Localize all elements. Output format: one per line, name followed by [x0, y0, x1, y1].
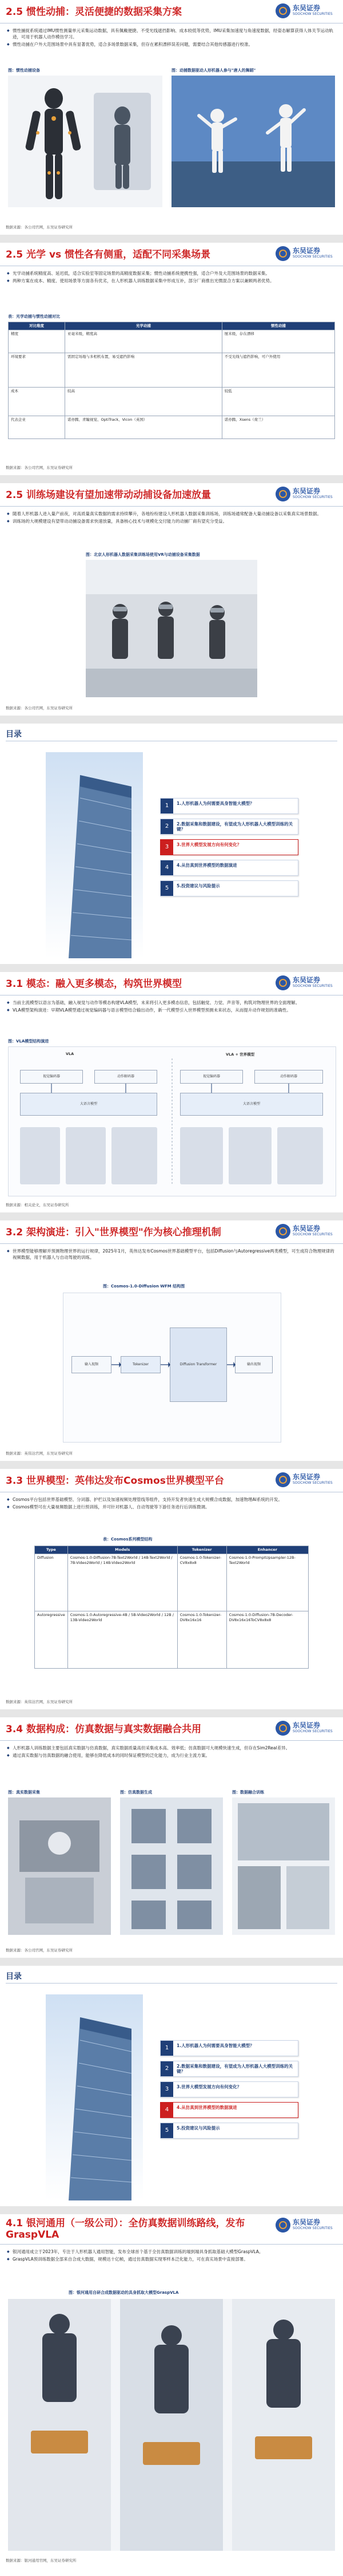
toc-item-number: 4	[161, 860, 173, 875]
slide-separator	[0, 1212, 343, 1220]
table-header-cell: Enhancer	[226, 1546, 308, 1554]
slide-separator	[0, 1461, 343, 1469]
building-svg	[46, 752, 143, 958]
diagram-label-v1: VLA	[66, 1052, 74, 1056]
slide-title: 3.2 架构演进：引入"世界模型"作为核心推理机制	[6, 1227, 221, 1238]
table-cell: 环境要求	[9, 353, 65, 388]
toc-item[interactable]	[160, 819, 298, 835]
table-cell: 亚毫米级，精度高	[65, 330, 222, 353]
table-caption: 表：光学动捕与惯性动捕对比	[8, 314, 60, 319]
slide-world-model	[0, 1220, 343, 1461]
slide-separator	[0, 475, 343, 483]
slide-header	[0, 1220, 343, 1244]
brand-en: SOOCHOW SECURITIES	[293, 984, 333, 988]
fusion-image	[232, 1797, 335, 1935]
diagram-box-llm: 大语言模型	[20, 1093, 157, 1116]
table-cell: Cosmos-1.0-Tokenizer-CV8x8x8	[177, 1554, 226, 1611]
source-note: 数据来源：各公司官网，东吴证券研究所	[6, 225, 73, 230]
table-row	[35, 1611, 309, 1669]
building-image	[46, 752, 143, 958]
toc-item-active[interactable]	[160, 2102, 298, 2118]
table-header-row	[9, 322, 335, 330]
bullet-list	[7, 1496, 336, 1511]
table-caption: 表：Cosmos系列模型结构	[103, 1537, 153, 1542]
toc-item[interactable]	[160, 880, 298, 896]
table-header-cell: 对比维度	[9, 322, 65, 330]
slide-header	[0, 0, 343, 23]
brand-mark-icon	[276, 487, 290, 501]
slide-title: 3.3 世界模型：英伟达发布Cosmos世界模型平台	[6, 1475, 224, 1487]
table-header-cell: Tokenizer	[177, 1546, 226, 1554]
toc-item-number: 2	[161, 2061, 173, 2076]
slide-optical-vs-inertial	[0, 243, 343, 475]
brand-logo	[276, 1471, 338, 1488]
figure-caption: 图：仿真数据生成	[120, 1790, 152, 1795]
diagram-box-encoder: 视觉编码器	[180, 1070, 243, 1084]
table-cell: Cosmos-1.0-Diffusion-7B-Decoder-DV8x16x16ToCV8x8x8	[226, 1611, 308, 1669]
figure-inertial-suit	[8, 76, 162, 207]
bullet-list	[7, 511, 336, 526]
slide-title: 3.4 数据构成：仿真数据与真实数据融合共用	[6, 1724, 202, 1735]
toc-item-text: 4.从仿真到世界模型的数据演进	[177, 2105, 237, 2110]
toc-item-text: 3.世界大模型发展方向有何变化？	[177, 842, 242, 847]
brand-mark-icon	[276, 1721, 290, 1736]
table-header-cell: Type	[35, 1546, 68, 1554]
source-note: 数据来源：各公司官网，东吴证券研究所	[6, 465, 73, 470]
slide-title: 2.5 训练场建设有望加速带动动捕设备加速放量	[6, 489, 212, 501]
table-cell: 较低	[222, 388, 334, 416]
brand-mark-icon	[276, 2218, 290, 2233]
bullet: ◆ 惯性动捕在户外大范围场景中具有显著优势，适合多场景数据采集，但存在累积漂移误差问题，需要结合其他传感器进行校准。	[7, 41, 336, 48]
slide-separator	[0, 235, 343, 243]
toc-item[interactable]	[160, 860, 298, 876]
diagram-arrows	[63, 1293, 281, 1442]
brand-logo	[276, 245, 338, 262]
slide-cosmos-platform	[0, 1469, 343, 1709]
table-cell: Cosmos-1.0-Tokenizer-DV8x16x16	[177, 1611, 226, 1669]
toc-item-text: 2.数据采集和数据建设，有望成为人形机器人大模型训练的关键？	[177, 821, 293, 832]
table-cell: Autoregressive	[35, 1611, 68, 1669]
bullet: ◆ 训练场的大规模建设有望带动动捕设备需求快速放量，具备核心技术与规模化交付能力的动捕厂商有望充分受益。	[7, 518, 336, 524]
bullet: ◆ Cosmos平台包括世界基础模型、分词器、护栏以及加速视频处理管线等组件，支持开发者快速生成大规模合成数据，加速物理AI系统的开发。	[7, 1496, 336, 1503]
slide-title: 2.5 光学 vs 惯性各有侧重，适配不同采集场景	[6, 249, 211, 260]
table-row	[9, 330, 335, 353]
figure-robot-dance	[172, 76, 335, 207]
slide-separator	[0, 716, 343, 724]
toc-item-text: 2.数据采集和数据建设，有望成为人形机器人大模型训练的关键？	[177, 2064, 293, 2074]
figure-caption: 图：动捕数据驱动人形机器人参与"唐人的舞蹈"	[172, 68, 256, 73]
table-cell: 诺亦腾、Xsens（荷兰）	[222, 416, 334, 439]
table-header-row	[35, 1546, 309, 1554]
toc-item-text: 1.人形机器人为何需要具身智能大模型？	[177, 801, 254, 806]
brand-en: SOOCHOW SECURITIES	[293, 495, 333, 499]
table-cell: Cosmos-1.0-Autoregressive-4B / 5B-Video2World / 12B / 13B-Video2World	[67, 1611, 177, 1669]
figure-caption: 图：VLA模型结构演进	[8, 1039, 49, 1044]
brand-name: 东吴证券	[293, 2218, 321, 2226]
table-row	[35, 1554, 309, 1611]
slide-header	[0, 243, 343, 266]
table-cell: Cosmos-1.0-PromptUpsampler-12B-Text2World	[226, 1554, 308, 1611]
toc-item-number: 4	[161, 2103, 173, 2117]
table-header-cell: Models	[67, 1546, 177, 1554]
brand-en: SOOCHOW SECURITIES	[293, 1481, 333, 1485]
diagram-box-llm: 大语言模型	[180, 1093, 323, 1116]
brand-name: 东吴证券	[293, 1473, 321, 1481]
figure-caption: 图：真实数据采集	[8, 1790, 40, 1795]
figure-vla-structure	[8, 1046, 336, 1196]
figure-sim-data	[120, 1797, 223, 1935]
slide-header	[0, 1717, 343, 1741]
bullet-list	[7, 1248, 336, 1262]
source-note: 数据来源：银河通用官网，东吴证券研究所	[6, 2558, 77, 2563]
figure-caption: 图：银河通用自研合成数据驱动的具身抓取大模型GraspVLA	[69, 2290, 179, 2295]
figure-caption: 图：北京人形机器人数据采集训练场使用VR与动捕设备采集数据	[86, 552, 200, 557]
bullet: ◆ 两种方案在成本、精度、使用场景等方面各有优劣，在人形机器人训练数据采集中形成互补，部分厂商推出光惯混合方案以兼顾两者优势。	[7, 278, 336, 284]
bullet-list	[7, 999, 336, 1014]
slide-title: 2.5 惯性动捕：灵活便捷的数据采集方案	[6, 6, 182, 18]
graspvla-image	[8, 2299, 335, 2551]
table-cell: 较高	[65, 388, 222, 416]
toc-item-number: 3	[161, 2082, 173, 2097]
figure-fusion-training	[232, 1797, 335, 1935]
table-row	[9, 353, 335, 388]
brand-en: SOOCHOW SECURITIES	[293, 1729, 333, 1733]
figure-cosmos-diffusion	[63, 1293, 281, 1443]
figure-graspvla	[8, 2299, 335, 2551]
table-row	[9, 416, 335, 439]
brand-en: SOOCHOW SECURITIES	[293, 1232, 333, 1236]
table-cell: 厘米级，存在漂移	[222, 330, 334, 353]
toc-item-text: 4.从仿真到世界模型的数据演进	[177, 863, 237, 868]
toc-rule	[6, 1983, 337, 1984]
source-note: 数据来源：英伟达官网，东吴证券研究所	[6, 1700, 73, 1704]
bullet: ◆ 世界模型能够理解并预测物理世界的运行规律，2025年1月，英伟达发布Cosmos世界基础模型平台，包括Diffusion与Autoregressive两类模型，可生成符合物理规律的视频数据，用于机器人与自动驾驶的训练。	[7, 1248, 336, 1261]
brand-logo	[276, 974, 338, 991]
diagram-label-v2: VLA + 世界模型	[226, 1052, 255, 1057]
bullet-list	[7, 270, 336, 285]
bullet: ◆ 通过真实数据与仿真数据的融合使用，能够在降低成本的同时保证模型的泛化能力，成为行业主流方案。	[7, 1752, 336, 1759]
brand-mark-icon	[276, 975, 290, 990]
toc-item-text: 5.投资建议与风险提示	[177, 883, 220, 888]
building-svg	[46, 1994, 143, 2200]
brand-name: 东吴证券	[293, 976, 321, 984]
brand-mark-icon	[276, 246, 290, 261]
figure-caption: 图：数据融合训练	[232, 1790, 264, 1795]
source-note: 数据来源：各公司官网，东吴证券研究所	[6, 1948, 73, 1953]
real-data-image	[8, 1797, 111, 1935]
bullet: ◆ 当前主流模型以语言为基础，融入视觉与动作等模态构建VLA模型，未来将引入更多模态信息，包括触觉、力觉、声音等，构筑对物理世界的全面理解。	[7, 999, 336, 1006]
bullet: ◆ VLA模型架构演进：早期VLA模型通过视觉编码器与语言模型结合输出动作，新一代模型引入世界模型预测未来状态，从而提升动作规划的准确性。	[7, 1007, 336, 1013]
figure-training-ground	[86, 560, 257, 697]
source-note: 数据来源：英伟达官网，东吴证券研究所	[6, 1451, 73, 1456]
training-ground-image	[86, 560, 257, 697]
bullet: ◆ 随着人形机器人进入量产前夜，对高质量真实数据的需求持续攀升，各地纷纷建设人形机器人数据采集训练场，训练场通常配备大量动捕设备以采集真实场景数据。	[7, 511, 336, 517]
brand-mark-icon	[276, 1472, 290, 1487]
slide-training-ground	[0, 483, 343, 716]
table-cell: Diffusion	[35, 1554, 68, 1611]
brand-name: 东吴证券	[293, 247, 321, 255]
slide-separator	[0, 964, 343, 972]
slide-title: 3.1 模态：融入更多模态，构筑世界模型	[6, 978, 182, 990]
brand-logo	[276, 2217, 338, 2234]
table-cell: 成本	[9, 388, 65, 416]
toc-item[interactable]	[160, 2040, 298, 2056]
bullet: ◆ 人形机器人训练数据主要包括真实数据与仿真数据，真实数据质量高但采集成本高、效率低；仿真数据可大规模快速生成，但存在Sim2Real差异。	[7, 1745, 336, 1751]
table-header-cell: 光学动捕	[65, 322, 222, 330]
table-cell: 诺亦腾、青瞳视觉、OptiTrack、Vicon（英国）	[65, 416, 222, 439]
diagram-connectors	[9, 1047, 336, 1196]
toc-item-number: 2	[161, 819, 173, 834]
toc-item-text: 3.世界大模型发展方向有何变化？	[177, 2084, 242, 2089]
brand-name: 东吴证券	[293, 487, 321, 495]
figure-caption: 图：Cosmos-1.0-Diffusion WFM 结构图	[103, 1284, 185, 1289]
mocap-suit-image	[8, 76, 162, 207]
brand-logo	[276, 1720, 338, 1737]
brand-mark-icon	[276, 1224, 290, 1239]
toc-item-text: 5.投资建议与风险提示	[177, 2125, 220, 2131]
bullet: ◆ 银河通用成立于2023年，专注于人形机器人通用智能，发布全球首个基于全仿真数据训练的端到端具身抓取基础大模型GraspVLA。	[7, 2249, 336, 2255]
table-row	[9, 388, 335, 416]
brand-name: 东吴证券	[293, 1721, 321, 1729]
table-cell: 代表企业	[9, 416, 65, 439]
slide-data-composition	[0, 1717, 343, 1958]
table-cell: 不受光线与遮挡影响，可户外使用	[222, 353, 334, 388]
cosmos-table	[34, 1546, 309, 1669]
toc-item-number: 5	[161, 881, 173, 896]
brand-en: SOOCHOW SECURITIES	[293, 12, 333, 16]
diagram-box-input: 输入视频	[71, 1356, 111, 1373]
brand-mark-icon	[276, 3, 290, 18]
table-cell: 需固定场地与多相机布置，易受遮挡影响	[65, 353, 222, 388]
table-header-cell: 惯性动捕	[222, 322, 334, 330]
diagram-box-output: 输出视频	[235, 1356, 273, 1373]
bullet: ◆ 光学动捕系统精度高、延迟低，适合实验室等固定场景的高精度数据采集；惯性动捕系统便携性强，适合户外及大范围场景的数据采集。	[7, 270, 336, 276]
brand-logo	[276, 1223, 338, 1240]
slide-toc	[0, 1966, 343, 2206]
figure-caption: 图：惯性动捕设备	[8, 68, 40, 73]
table-cell: 精度	[9, 330, 65, 353]
diagram-box-encoder: 视觉编码器	[20, 1070, 83, 1084]
toc-title: 目录	[6, 730, 22, 739]
robot-dance-image	[172, 76, 335, 207]
source-note: 数据来源：相关论文，东吴证券研究所	[6, 1203, 69, 1207]
slide-header	[0, 483, 343, 507]
source-note: 数据来源：各公司官网，东吴证券研究所	[6, 706, 73, 710]
toc-item-number: 3	[161, 840, 173, 855]
toc-item-number: 5	[161, 2123, 173, 2138]
diagram-box-action: 动作解码器	[94, 1070, 157, 1084]
slide-toc	[0, 724, 343, 964]
toc-item[interactable]	[160, 2081, 298, 2097]
slide-separator	[0, 1958, 343, 1966]
slide-header	[0, 972, 343, 995]
comparison-table	[8, 322, 335, 439]
toc-item[interactable]	[160, 2061, 298, 2077]
diagram-box-tokenizer: Tokenizer	[121, 1356, 161, 1373]
slide-title: 4.1 银河通用（一级公司）：全仿真数据训练路线，发布GraspVLA	[6, 2218, 245, 2241]
brand-en: SOOCHOW SECURITIES	[293, 255, 333, 259]
slide-separator	[0, 1709, 343, 1717]
slide-separator	[0, 2206, 343, 2214]
brand-logo	[276, 2, 338, 19]
bullet: ◆ 惯性捕捉系统通过IMU惯性测量单元采集运动数据，具有佩戴便捷、不受光线遮挡影响、成本较低等优势，IMU采集加速度与角速度数据，经姿态解算获得人体关节运动轨迹，可用于机器人动作模仿学习。	[7, 27, 336, 40]
bullet: ◆ Cosmos模型可在大量视频数据上进行预训练，并可针对机器人、自动驾驶等下游任务进行后训练微调。	[7, 1504, 336, 1510]
slide-modality	[0, 972, 343, 1212]
toc-item[interactable]	[160, 2123, 298, 2139]
slide-header	[0, 2214, 343, 2245]
brand-name: 东吴证券	[293, 1224, 321, 1232]
bullet-list	[7, 2249, 336, 2263]
toc-item-text: 1.人形机器人为何需要具身智能大模型？	[177, 2043, 254, 2048]
bullet: ◆ GraspVLA预训练数据全部来自合成大数据，规模达十亿帧，通过仿真数据实现零样本泛化能力，可在真实场景中直接部署。	[7, 2256, 336, 2262]
toc-item[interactable]	[160, 798, 298, 814]
sim-data-image	[120, 1797, 223, 1935]
brand-name: 东吴证券	[293, 4, 321, 12]
brand-logo	[276, 485, 338, 503]
brand-en: SOOCHOW SECURITIES	[293, 2226, 333, 2230]
building-image	[46, 1994, 143, 2200]
bullet-list	[7, 1745, 336, 1760]
toc-title: 目录	[6, 1972, 22, 1981]
slide-header	[0, 1469, 343, 1492]
slide-galbot	[0, 2214, 343, 2576]
toc-item-active[interactable]	[160, 839, 298, 855]
slide-inertial-mocap	[0, 0, 343, 235]
toc-item-number: 1	[161, 799, 173, 813]
bullet-list	[7, 27, 336, 49]
diagram-box-action: 动作解码器	[254, 1070, 323, 1084]
table-cell: Cosmos-1.0-Diffusion-7B-Text2World / 14B-Text2World / 7B-Video2World / 14B-Video2World	[67, 1554, 177, 1611]
toc-item-number: 1	[161, 2041, 173, 2056]
figure-real-data	[8, 1797, 111, 1935]
diagram-box-dit: Diffusion Transformer	[170, 1327, 227, 1402]
